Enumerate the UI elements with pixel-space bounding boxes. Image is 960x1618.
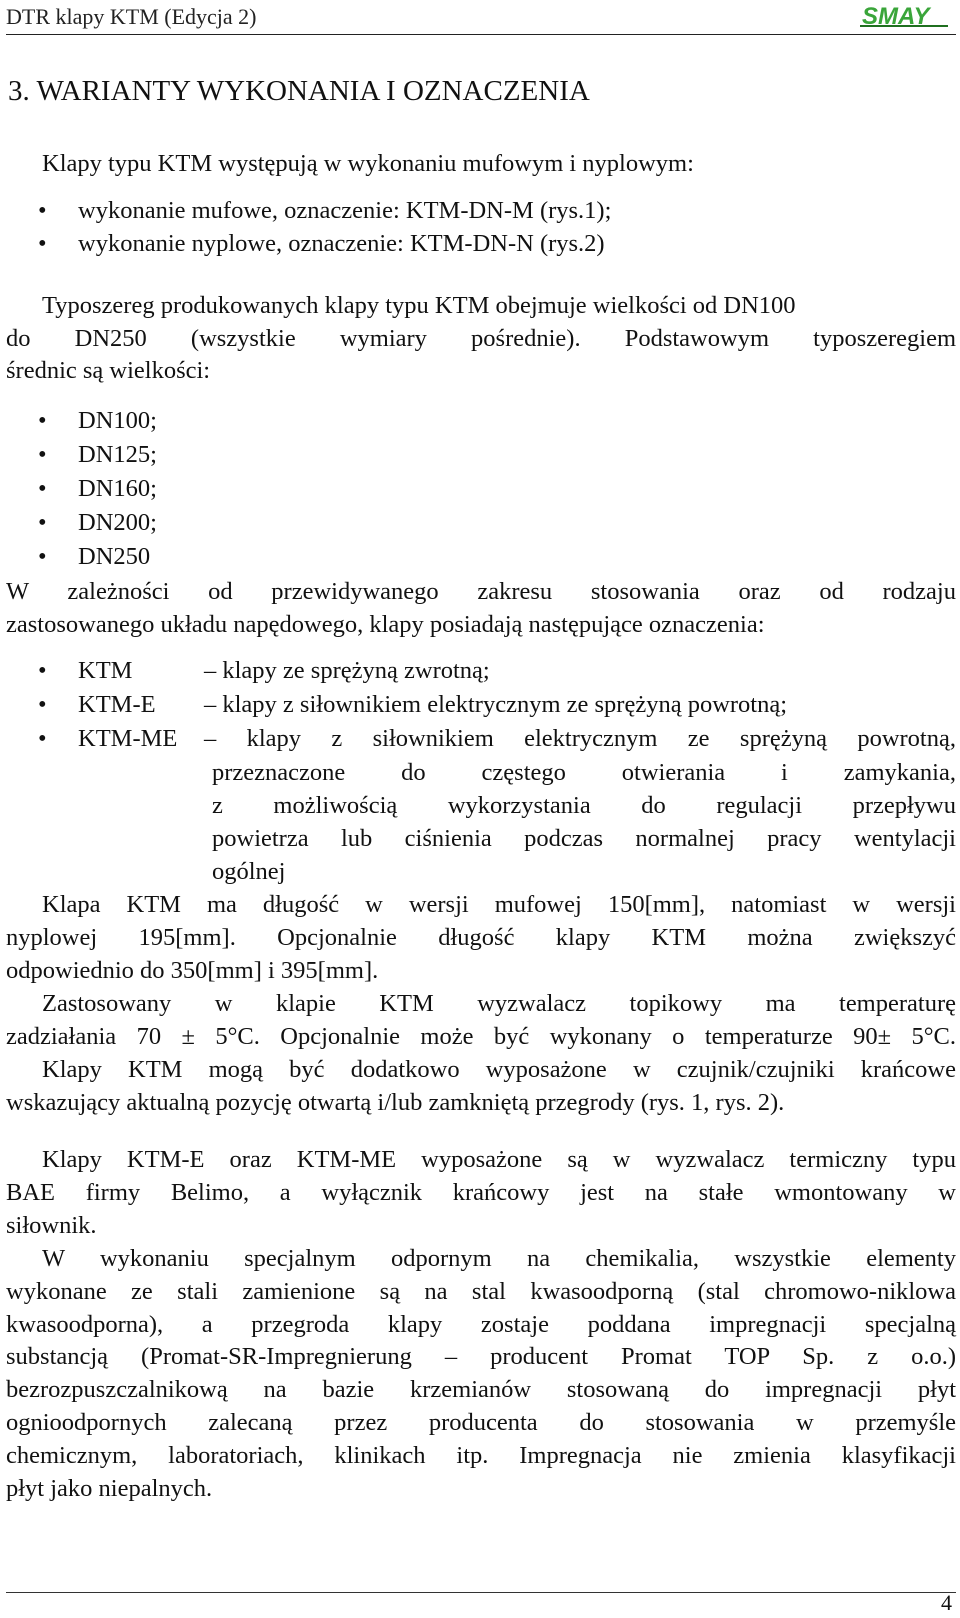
page-header (6, 0, 956, 35)
bullet-icon: • (38, 475, 47, 502)
bullet-icon: • (38, 441, 47, 468)
svg-text:SMAY: SMAY (862, 3, 930, 30)
designation-desc-cont: ogólnej (212, 858, 286, 885)
paragraph-line: W zależności od przewidywanego zakresu stosowania oraz od rodzaju (6, 578, 956, 605)
paragraph-line: BAE firmy Belimo, a wyłącznik krańcowy jest na stałe wmontowany w (6, 1179, 956, 1206)
bullet-icon: • (38, 230, 47, 257)
designation-desc: – klapy z siłownikiem elektrycznym ze sprężyną powrotną; (204, 691, 788, 718)
designation-desc: – klapy z siłownikiem elektrycznym ze sprężyną powrotną, (204, 725, 956, 752)
designation-desc-cont: z możliwością wykorzystania do regulacji przepływu (212, 792, 956, 819)
designation-desc-cont: przeznaczone do częstego otwierania i zamykania, (212, 759, 956, 786)
designation-code: KTM-ME (78, 725, 178, 752)
paragraph-line: zadziałania 70 ± 5°C. Opcjonalnie może być wykonany o temperaturze 90± 5°C. (6, 1023, 956, 1050)
bullet-icon: • (38, 543, 47, 570)
list-item: wykonanie mufowe, oznaczenie: KTM-DN-M (rys.1); (78, 197, 612, 224)
list-item: wykonanie nyplowe, oznaczenie: KTM-DN-N (rys.2) (78, 230, 605, 257)
paragraph-line: średnic są wielkości: (6, 357, 211, 384)
list-item: DN125; (78, 441, 157, 468)
list-item: DN200; (78, 509, 157, 536)
paragraph-line: nyplowej 195[mm]. Opcjonalnie długość klapy KTM można zwiększyć (6, 924, 956, 951)
page-number: 4 (941, 1590, 952, 1615)
section-heading: 3. WARIANTY WYKONANIA I OZNACZENIA (8, 75, 590, 107)
paragraph-line: do DN250 (wszystkie wymiary pośrednie). Podstawowym typoszeregiem (6, 325, 956, 352)
designation-desc: – klapy ze sprężyną zwrotną; (204, 657, 490, 684)
list-item: DN100; (78, 407, 157, 434)
list-item: DN250 (78, 543, 151, 570)
document-title: DTR klapy KTM (Edycja 2) (6, 4, 257, 29)
paragraph-line: Klapy KTM-E oraz KTM-ME wyposażone są w wyzwalacz termiczny typu (42, 1146, 956, 1173)
intro-text: Klapy typu KTM występują w wykonaniu mufowym i nyplowym: (42, 150, 694, 177)
bullet-icon: • (38, 657, 47, 684)
paragraph-line: chemicznym, laboratoriach, klinikach itp. Impregnacja nie zmienia klasyfikacji (6, 1442, 956, 1469)
designation-desc-cont: powietrza lub ciśnienia podczas normalnej pracy wentylacji (212, 825, 956, 852)
bullet-icon: • (38, 691, 47, 718)
paragraph-line: Klapy KTM mogą być dodatkowo wyposażone w czujnik/czujniki krańcowe (42, 1056, 956, 1083)
paragraph-line: wykonane ze stali zamienione są na stal kwasoodporną (stal chromowo-niklowa (6, 1278, 956, 1305)
paragraph-line: odpowiednio do 350[mm] i 395[mm]. (6, 957, 379, 984)
smay-logo (858, 2, 954, 30)
paragraph-line: wskazujący aktualną pozycję otwartą i/lub zamkniętą przegrody (rys. 1, rys. 2). (6, 1089, 785, 1116)
bullet-icon: • (38, 197, 47, 224)
bullet-icon: • (38, 725, 47, 752)
paragraph-line: W wykonaniu specjalnym odpornym na chemikalia, wszystkie elementy (42, 1245, 956, 1272)
paragraph-line: zastosowanego układu napędowego, klapy posiadają następujące oznaczenia: (6, 611, 765, 638)
list-item: DN160; (78, 475, 157, 502)
paragraph-line: Zastosowany w klapie KTM wyzwalacz topikowy ma temperaturę (42, 990, 956, 1017)
paragraph-line: siłownik. (6, 1212, 97, 1239)
paragraph-line: kwasoodporna), a przegroda klapy zostaje poddana impregnacji specjalną (6, 1311, 956, 1338)
paragraph-line: bezrozpuszczalnikową na bazie krzemianów stosowaną do impregnacji płyt (6, 1376, 956, 1403)
paragraph-line: płyt jako niepalnych. (6, 1475, 213, 1502)
footer-divider (6, 1592, 956, 1593)
bullet-icon: • (38, 407, 47, 434)
paragraph-line: Klapa KTM ma długość w wersji mufowej 150[mm], natomiast w wersji (42, 891, 956, 918)
paragraph-line: ognioodpornych zalecaną przez producenta do stosowania w przemyśle (6, 1409, 956, 1436)
designation-code: KTM (78, 657, 133, 684)
paragraph-line: Typoszereg produkowanych klapy typu KTM obejmuje wielkości od DN100 (42, 292, 796, 319)
designation-code: KTM-E (78, 691, 156, 718)
paragraph-line: substancją (Promat-SR-Impregnierung – producent Promat TOP Sp. z o.o.) (6, 1343, 956, 1370)
bullet-icon: • (38, 509, 47, 536)
